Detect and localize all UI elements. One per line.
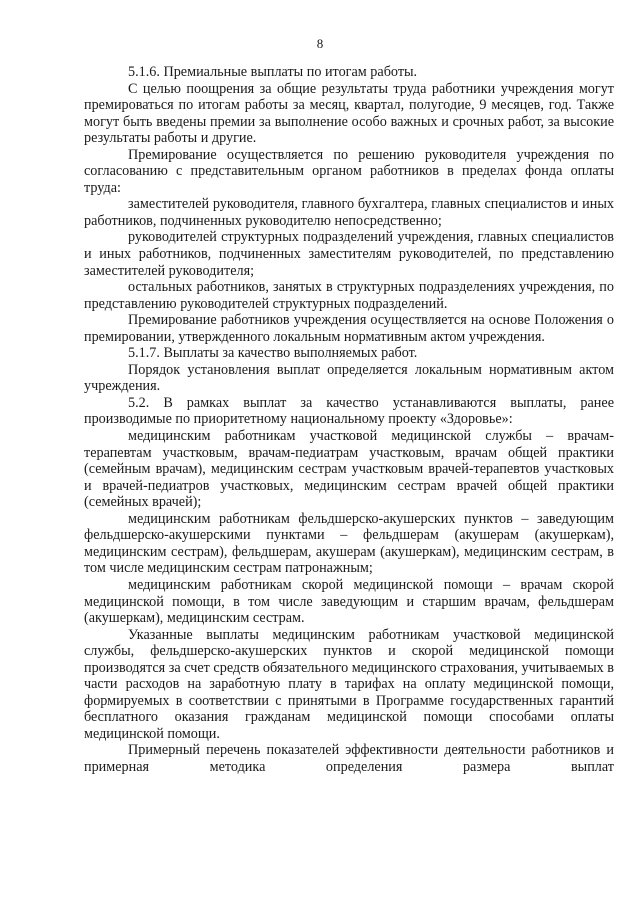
section-heading-5-1-7: 5.1.7. Выплаты за качество выполняемых работ. [128, 345, 418, 362]
section-heading-5-1-6: 5.1.6. Премиальные выплаты по итогам работы. [128, 64, 418, 80]
paragraph: Порядок установления выплат определяется локальным нормативным актом учреждения. [84, 361, 614, 395]
page-number: 8 [316, 36, 324, 51]
list-item: медицинским работникам участковой медицинской службы – врачам-терапевтам участковым, врачам-педиатрам участковым, врачам общей практики (семейным врачам), медицинским сестрам участковым врачей-терапевтов участковых и врачей-педиатров участковых, медицинским сестрам врачей общей практики (семейных врачей); [84, 428, 614, 511]
list-item: заместителей руководителя, главного бухгалтера, главных специалистов и иных работников, подчиненных руководителю непосредственно; [84, 196, 614, 229]
paragraph: Указанные выплаты медицинским работникам участковой медицинской службы, фельдшерско-акушерских пунктов и скорой медицинской помощи производятся за счет средств обязательного медицинского страхования, учитываемых в части расходов на заработную плату в тарифах на оплату медицинской помощи, формируемых в соответствии с принятыми в Программе государственных гарантий бесплатного оказания гражданам медицинской помощи способами оплаты медицинской помощи. [84, 626, 614, 742]
paragraph: Премирование осуществляется по решению руководителя учреждения по согласованию с представительным органом работников в пределах фонда оплаты труда: [84, 146, 614, 196]
paragraph: Примерный перечень показателей эффективности деятельности работников и примерная методика определения размера выплат [84, 742, 614, 775]
list-item: руководителей структурных подразделений учреждения, главных специалистов и иных работников, подчиненных заместителям руководителей, по представлению заместителей руководителя; [84, 229, 614, 279]
document-body [84, 64, 614, 776]
section-5-2-paragraph: 5.2. В рамках выплат за качество устанавливаются выплаты, ранее производимые по приоритетному национальному проекту «Здоровье»: [84, 394, 614, 428]
paragraph: Премирование работников учреждения осуществляется на основе Положения о премировании, утвержденного локальным нормативным актом учреждения. [84, 312, 614, 345]
list-item: остальных работников, занятых в структурных подразделениях учреждения, по представлению руководителей структурных подразделений. [84, 279, 614, 312]
paragraph: С целью поощрения за общие результаты труда работники учреждения могут премироваться по итогам работы за месяц, квартал, полугодие, 9 месяцев, год. Также могут быть введены премии за выполнение особо важных и срочных работ, за высокие результаты работы и другие. [84, 80, 614, 147]
list-item: медицинским работникам фельдшерско-акушерских пунктов – заведующим фельдшерско-акушерскими пунктами – фельдшерам (акушерам (акушеркам), медицинским сестрам), фельдшерам, акушерам (акушеркам), медицинским сестрам, в том числе медицинским сестрам патронажным; [84, 510, 614, 577]
list-item: медицинским работникам скорой медицинской помощи – врачам скорой медицинской помощи, в том числе заведующим и старшим врачам, фельдшерам (акушеркам), медицинским сестрам. [84, 576, 614, 627]
